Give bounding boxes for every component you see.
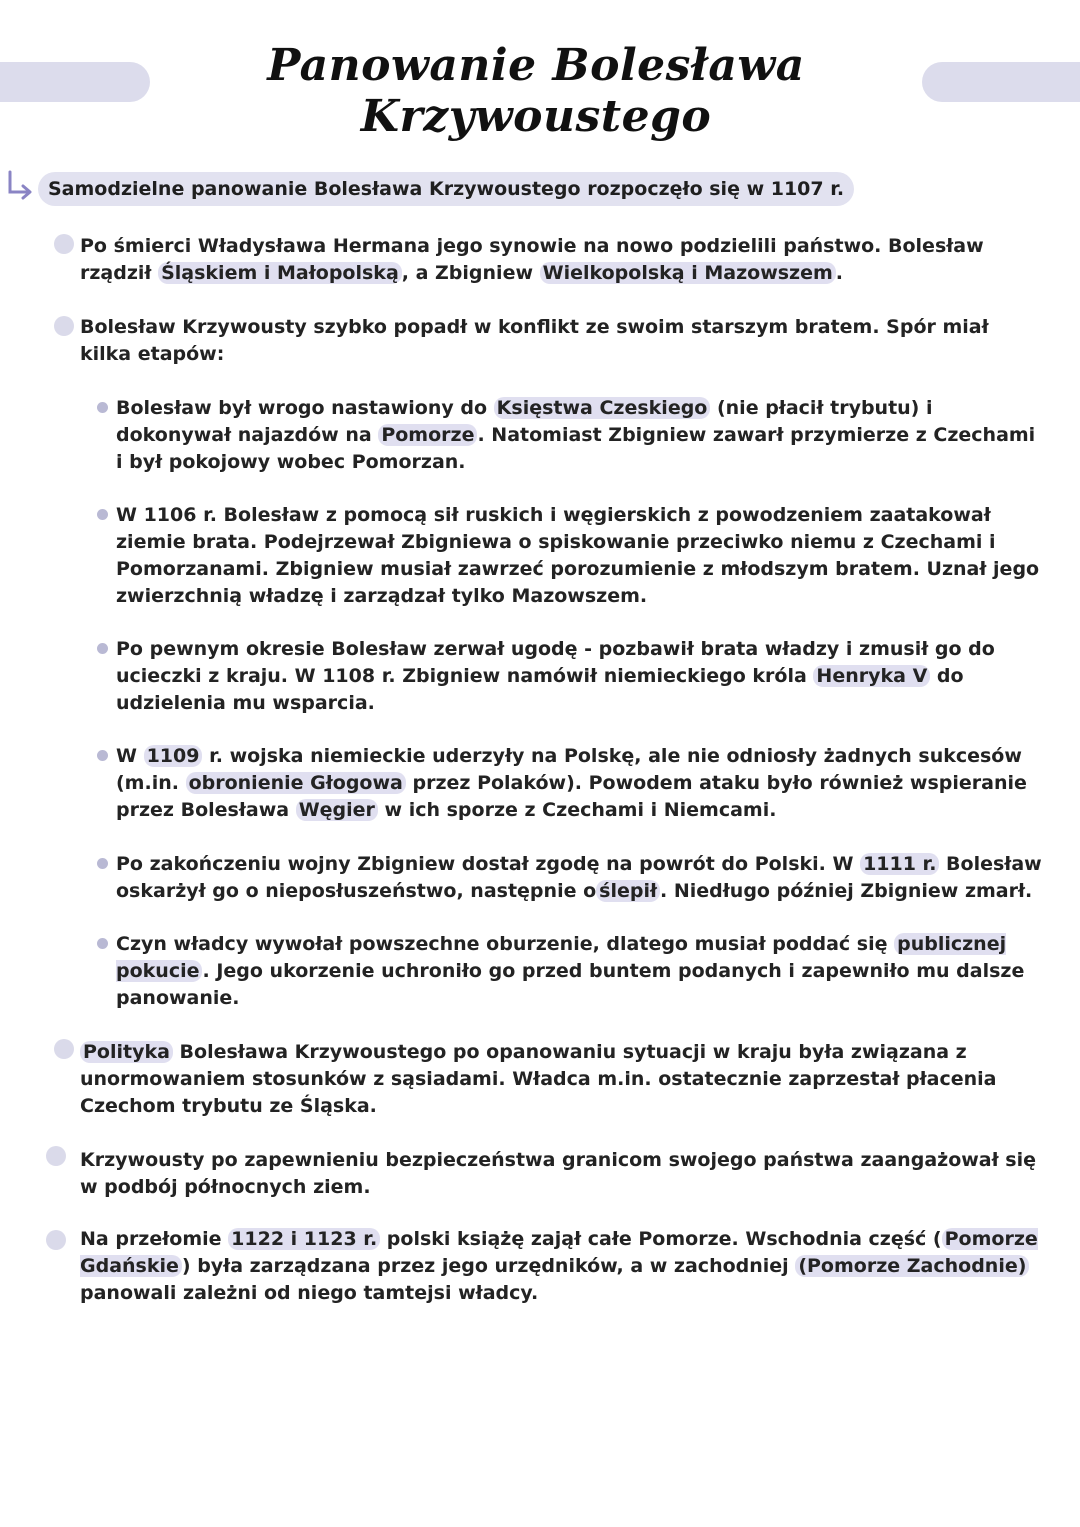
sub-bullet-dot <box>97 938 108 949</box>
paragraph-policy: Polityka Bolesława Krzywoustego po opanowaniu sytuacji w kraju była związana z unormowaniem stosunków z sąsiadami. Władca m.in. ostatecznie zaprzestał płacenia Czechom trybutu ze Śląska. <box>80 1041 997 1117</box>
highlight: Węgier <box>296 799 378 821</box>
highlight: Księstwa Czeskiego <box>494 397 711 419</box>
highlight: (Pomorze Zachodnie) <box>795 1255 1029 1277</box>
bullet-dot <box>46 1146 66 1166</box>
bullet-dot <box>54 234 74 254</box>
bullet-dot <box>54 1039 74 1059</box>
intro-highlight: Samodzielne panowanie Bolesława Krzywoustego rozpoczęło się w 1107 r. <box>38 172 854 206</box>
sub-paragraph-3: Po pewnym okresie Bolesław zerwał ugodę - pozbawił brata władzy i zmusił go do ucieczki z kraju. W 1108 r. Zbigniew namówił niemieckiego króla Henryka V do udzielenia mu wsparcia. <box>116 638 995 714</box>
highlight: 1122 i 1123 r. <box>228 1228 380 1250</box>
paragraph-conflict: Bolesław Krzywousty szybko popadł w konflikt ze swoim starszym bratem. Spór miał kilka etapów: <box>80 316 989 365</box>
arrow-icon <box>6 170 34 200</box>
title-decoration-left <box>0 62 150 102</box>
highlight: Henryka V <box>813 665 930 687</box>
paragraph-partition: Po śmierci Władysława Hermana jego synowie na nowo podzielili państwo. Bolesław rządził Śląskiem i Małopolską , a Zbigniew Wielkopolską i Mazowszem . <box>80 235 984 284</box>
highlight: Pomorze <box>378 424 477 446</box>
bullet-dot <box>46 1230 66 1250</box>
sub-paragraph-4: W 1109 r. wojska niemieckie uderzyły na Polskę, ale nie odniosły żadnych sukcesów (m.in. obronienie Głogowa przez Polaków). Powodem ataku było również wspieranie przez Bolesława Węgier w ich sporze z Czechami i Niemcami. <box>116 745 1027 821</box>
page-title: Panowanie Bolesława Krzywoustego <box>267 40 805 142</box>
paragraph-pomerania: Na przełomie 1122 i 1123 r. polski książę zajął całe Pomorze. Wschodnia część ( Pomorze Gdańskie ) była zarządzana przez jego urzędników, a w zachodniej (Pomorze Zachodnie) panowali zależni od niego tamtejsi władcy. <box>80 1228 1038 1304</box>
highlight: 1109 <box>144 745 203 767</box>
title-decoration-right <box>922 62 1080 102</box>
sub-bullet-dot <box>97 402 108 413</box>
highlight: Pomorze Gdańskie <box>80 1228 1038 1277</box>
sub-bullet-dot <box>97 750 108 761</box>
sub-paragraph-6: Czyn władcy wywołał powszechne oburzenie, dlatego musiał poddać się publicznej pokucie . Jego ukorzenie uchroniło go przed buntem podanych i zapewniło mu dalsze panowanie. <box>116 933 1025 1009</box>
sub-paragraph-2: W 1106 r. Bolesław z pomocą sił ruskich i węgierskich z powodzeniem zaatakował ziemie brata. Podejrzewał Zbigniewa o spiskowanie przeciwko niemu z Czechami i Pomorzanami. Zbigniew musiał zawrzeć porozumienie z młodszym bratem. Uznał jego zwierzchnią władzę i zarządzał tylko Mazowszem. <box>116 504 1040 607</box>
highlight: Wielkopolską i Mazowszem <box>540 262 836 284</box>
highlight: Polityka <box>80 1041 173 1063</box>
highlight: ślepił <box>596 880 660 902</box>
highlight: publicznej pokucie <box>116 933 1007 982</box>
highlight: 1111 r. <box>860 853 939 875</box>
highlight: Śląskiem i Małopolską <box>158 262 402 284</box>
bullet-dot <box>54 316 74 336</box>
paragraph-conquest: Krzywousty po zapewnieniu bezpieczeństwa granicom swojego państwa zaangażował się w podbój północnych ziem. <box>80 1149 1036 1198</box>
sub-paragraph-1: Bolesław był wrogo nastawiony do Księstwa Czeskiego (nie płacił trybutu) i dokonywał najazdów na Pomorze . Natomiast Zbigniew zawarł przymierze z Czechami i był pokojowy wobec Pomorzan. <box>116 397 1036 473</box>
sub-bullet-dot <box>97 643 108 654</box>
sub-bullet-dot <box>97 858 108 869</box>
sub-paragraph-5: Po zakończeniu wojny Zbigniew dostał zgodę na powrót do Polski. W 1111 r. Bolesław oskarżył go o nieposłuszeństwo, następnie o ślepił . Niedługo później Zbigniew zmarł. <box>116 853 1042 902</box>
highlight: obronienie Głogowa <box>186 772 406 794</box>
sub-bullet-dot <box>97 509 108 520</box>
